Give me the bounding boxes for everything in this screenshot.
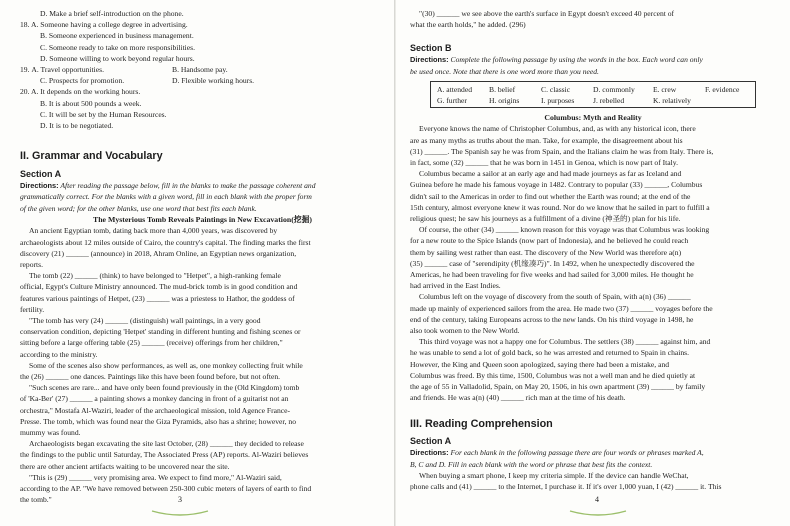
q17-option-d: D. Make a brief self-introduction on the phone. — [40, 9, 184, 18]
passage-line: "This is (29) ______ very promising area. We expect to find more," Al-Waziri said, — [29, 472, 282, 482]
passage-line: he was unable to send a lot of gold back, so he was arrested and returned to Spain in chains. — [410, 348, 689, 358]
passage-line: also took women to the New World. — [410, 325, 520, 335]
section-a-reading-heading: Section A — [410, 436, 452, 447]
directions-b-line-1: Directions: Complete the following passage by using the words in the box. Each word can only — [410, 55, 703, 65]
passage-line: in fact, some (32) ______ that he was born in 1451 in Genoa, which is now part of Italy. — [410, 157, 678, 167]
page-number-left: 3 — [178, 495, 182, 504]
passage-line: When buying a smart phone, I keep my criteria simple. If the device can handle WeChat, — [419, 470, 689, 480]
word-option: H. origins — [489, 95, 520, 105]
q18-option-a: A. Someone having a college degree in advertising. — [30, 20, 188, 30]
passage-line: didn't sail to the Americas in order to find out whether the Earth was round; at the end of the — [410, 191, 691, 201]
page-ornament-icon — [150, 508, 210, 518]
passage-line: official, Egypt's Culture Ministry announced. The mud-brick tomb is in good condition and — [20, 282, 298, 292]
passage-line: An ancient Egyptian tomb, dating back more than 4,000 years, was discovered by — [29, 226, 278, 236]
passage-line: end of the century, taking Europeans across to the new lands. On his third voyage in 1498, he — [410, 314, 694, 324]
passage-line: according to the ministry. — [20, 349, 98, 359]
passage-line: conservation condition, depicting 'Hetpet' standing in different hunting and fishing scenes or — [20, 327, 301, 337]
passage-line: "The tomb has very (24) ______ (distinguish) wall paintings, in a very good — [29, 315, 261, 325]
word-option: E. crew — [653, 84, 677, 94]
passage-line: them by sailing west rather than east. The discovery of the New World was therefore a(n) — [410, 247, 682, 257]
passage-line: and friends. He was a(n) (40) ______ rich man at the time of his death. — [410, 393, 626, 403]
q19-row1 — [20, 64, 385, 75]
q19-option-b: B. Handsome pay. — [172, 65, 228, 75]
passage-line: Columbus left on the voyage of discovery from the south of Spain, with a(n) (36) ______ — [419, 292, 691, 302]
section-title-reading: III. Reading Comprehension — [410, 418, 553, 431]
q19-number: 19. — [20, 65, 30, 75]
passage-line: "(30) ______ we see above the earth's surface in Egypt doesn't exceed 40 percent of — [419, 9, 675, 18]
passage-line: sitting before a large offering table (25) ______ (receive) offerings from her children," — [20, 338, 283, 348]
directions-line-1: Directions: After reading the passage below, fill in the blanks to make the passage coherent and — [20, 181, 316, 191]
passage-line: Americas, he had been traveling for five weeks and had sailed for 3,000 miles. He thought he — [410, 269, 694, 279]
q18-option-c: C. Someone ready to take on more responsibilities. — [40, 42, 196, 52]
passage-line: had arrived in the East Indies. — [410, 281, 501, 291]
passage-line: The tomb (22) ______ (think) to have belonged to "Hetpet", a high-ranking female — [29, 271, 281, 281]
passage-line: orchestra," Mostafa Al-Waziri, leader of the archaeological mission, told Agence France- — [20, 405, 291, 415]
page-ornament-icon — [568, 508, 628, 518]
directions-line-3: of the given word; for the other blanks, use one word that best fits each blank. — [20, 203, 257, 213]
word-option: D. commonly — [593, 84, 635, 94]
passage-line: there are other ancient artifacts waiting to be uncovered near the site. — [20, 461, 230, 471]
q20-option-d: D. It is to be negotiated. — [40, 121, 114, 131]
q20-option-a: A. It depends on the working hours. — [30, 87, 141, 97]
passage-line: religious quest; he saw his journeys as a fulfillment of a divine (神圣的) plan for his life. — [410, 213, 681, 223]
passage-line: fertility. — [20, 304, 45, 314]
q19-row2 — [20, 75, 385, 86]
q20-option-c: C. It will be set by the Human Resources. — [40, 109, 167, 119]
passage-title: The Mysterious Tomb Reveals Paintings in New Excavation(挖掘) — [93, 214, 312, 224]
passage-line: (35) ______ case of "serendipity (机缘凑巧)". In 1492, when he unexpectedly discovered the — [410, 258, 695, 268]
q20-option-b: B. It is about 500 pounds a week. — [40, 98, 142, 108]
passage-line: made up mainly of experienced sailors from the area. He made two (37) ______ voyages before the — [410, 303, 713, 313]
passage-line: what the earth holds," he added. (296) — [410, 20, 526, 30]
left-column — [20, 8, 385, 505]
passage-line: Columbus was freed. By this time, 1500, Columbus was not a well man and he died quietly at — [410, 370, 696, 380]
directions-reading-label: Directions: — [410, 448, 449, 458]
q18-option-d: D. Someone willing to work beyond regular hours. — [40, 53, 195, 63]
passage-line: the age of 55 in Valladolid, Spain, on May 20, 1506, in his own apartment (39) ______ by family — [410, 381, 706, 391]
directions-b-line-2: be used once. Note that there is one word more than you need. — [410, 66, 599, 76]
passage-line: Some of the scenes also show performances, as well as, one monkey collecting fruit while — [29, 360, 303, 370]
directions-line-2: grammatically correct. For the blanks with a given word, fill in each blank with the proper form — [20, 192, 312, 202]
passage-line: Archaeologists began excavating the site last October, (28) ______ they decided to release — [29, 439, 304, 449]
q19-option-c: C. Prospects for promotion. — [40, 76, 125, 86]
q18-option-b: B. Someone experienced in business management. — [40, 31, 194, 41]
passage-line: Guinea before he made his famous voyage in 1482. Contrary to popular (33) ______, Columbus — [410, 180, 703, 190]
word-option: G. further — [437, 95, 467, 105]
passage-line: features various paintings of Hetpet, (23) ______ was a priestess to Hathor, the goddess of — [20, 293, 295, 303]
passage-line: for a new route to the Spice Islands (now part of Indonesia), and he believed he could reach — [410, 236, 689, 246]
passage-line: Presse. The tomb, which was found near the Giza Pyramids, also has a shrine; however, no — [20, 416, 297, 426]
right-page — [396, 0, 790, 526]
q19-option-a: A. Travel opportunities. — [31, 65, 104, 75]
left-page — [0, 0, 394, 526]
section-a-heading: Section A — [20, 169, 62, 180]
directions-label: Directions: — [20, 181, 59, 191]
word-option: K. relatively — [653, 95, 691, 105]
q20 — [20, 86, 385, 97]
passage-line: according to the AP. "We have removed between 250-300 cubic meters of layers of earth to find — [20, 484, 312, 494]
word-option: I. purposes — [541, 95, 575, 105]
passage-line: are as many myths as truths about the man. Take, for example, the disagreement about his — [410, 135, 683, 145]
word-option: C. classic — [541, 84, 571, 94]
passage-title-columbus: Columbus: Myth and Reality — [544, 112, 642, 122]
word-option: A. attended — [437, 84, 473, 94]
passage-line: reports. — [20, 259, 43, 269]
passage-line: Columbus became a sailor at an early age and had made journeys as far as Iceland and — [419, 169, 682, 179]
q18-number: 18. — [20, 20, 30, 30]
passage-line: the findings to the public until Saturday, The Associated Press (AP) reports. Al-Waziri believes — [20, 450, 309, 460]
passage-line: This third voyage was not a happy one for Columbus. The settlers (38) ______ against him, and — [419, 337, 711, 347]
passage-line: archaeologists about 12 miles outside of Cairo, the country's capital. The finding marks the first — [20, 237, 311, 247]
q20-number: 20. — [20, 87, 30, 97]
q18 — [20, 19, 385, 30]
directions-b-label: Directions: — [410, 55, 449, 65]
section-b-heading: Section B — [410, 43, 452, 54]
passage-line: (31) ______. The Spanish say he was from Spain, and the Italians claim he was from Italy. There is, — [410, 146, 714, 156]
passage-line: "Such scenes are rare... and have only been found previously in the (Old Kingdom) tomb — [29, 383, 300, 393]
word-option: F. evidence — [705, 84, 740, 94]
directions-reading-line-2: B, C and D. Fill in each blank with the word or phrase that best fits the context. — [410, 459, 653, 469]
word-option: J. rebelled — [593, 95, 625, 105]
passage-line: mummy was found. — [20, 428, 81, 437]
passage-line: Of course, the other (34) ______ known reason for this voyage was that Columbus was looking — [419, 225, 710, 235]
directions-reading-line-1: Directions: For each blank in the following passage there are four words or phrases marked A, — [410, 448, 704, 458]
passage-line: Everyone knows the name of Christopher Columbus, and, as with any historical icon, there — [419, 124, 696, 134]
section-title-grammar: II. Grammar and Vocabulary — [20, 150, 163, 163]
word-option: B. belief — [489, 84, 516, 94]
passage-line: the (26) ______ one dances. Paintings like this have been found before, but not often. — [20, 371, 281, 381]
q19-option-d: D. Flexible working hours. — [172, 76, 255, 86]
passage-line: phone calls and (41) ______ to the Internet, I purchase it. If it's over 1,000 yuan, I (42) ______ it. This — [410, 482, 722, 491]
right-column — [410, 8, 776, 492]
passage-line: the tomb." — [20, 495, 52, 505]
passage-line: of 'Ka-Ber' (27) ______ a painting shows a monkey dancing in front of a guitarist not an — [20, 394, 289, 404]
passage-line: discovery (21) ______ (announce) in 2018, Ahram Online, an Egyptian news organization, — [20, 248, 297, 258]
word-box — [430, 81, 756, 108]
passage-line: However, the King and Queen soon apologized, saying there had been a mistake, and — [410, 359, 670, 369]
page-number-right: 4 — [595, 495, 599, 504]
passage-line: 15th century, almost everyone knew it was round. Nor do we know that he sailed in part to fulfill a — [410, 202, 710, 212]
